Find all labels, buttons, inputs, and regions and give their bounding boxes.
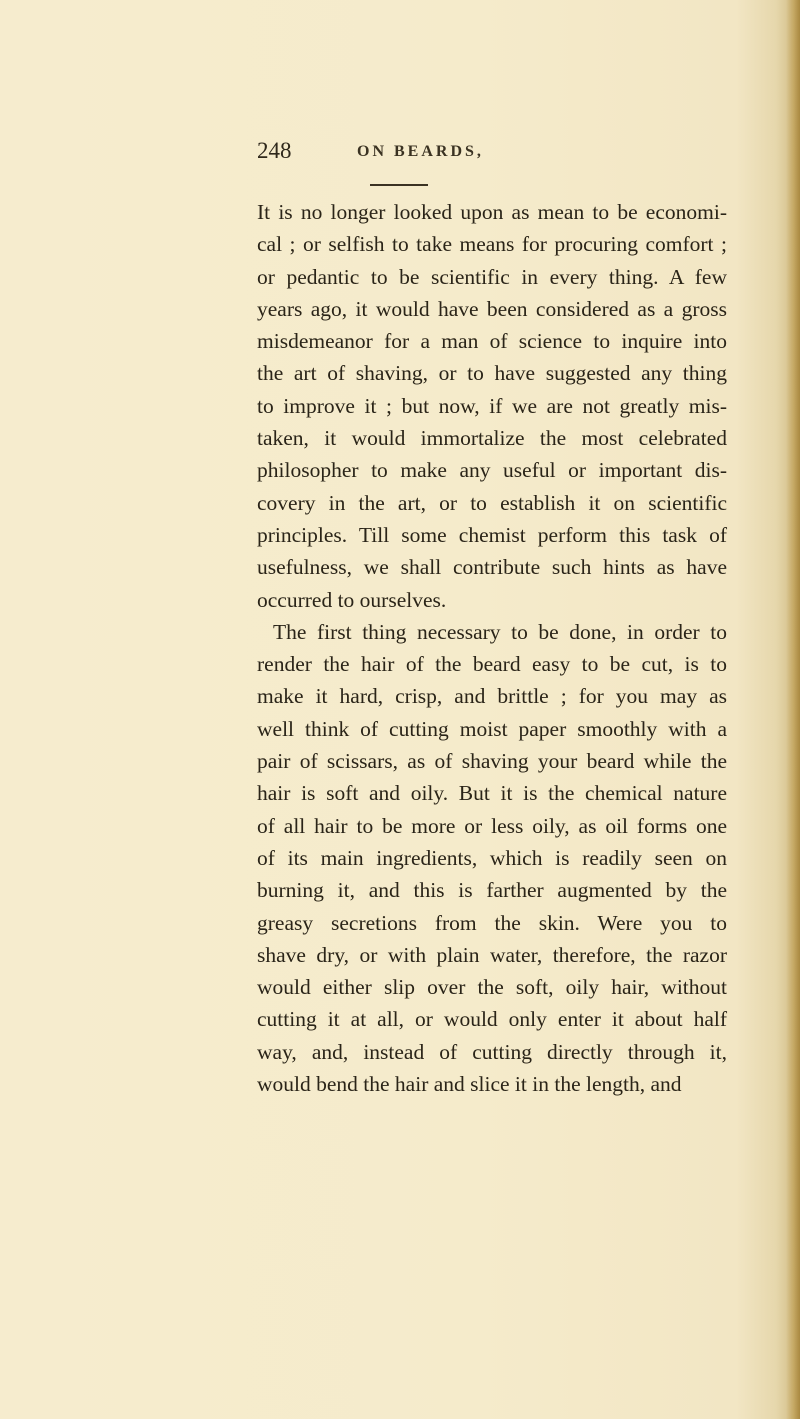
body-text [257, 196, 727, 1100]
running-head: ON BEARDS, [357, 143, 484, 160]
text-line: to improve it ; but now, if we are not greatly mis- [257, 393, 727, 418]
text-line: pair of scissars, as of shaving your beard while the [257, 749, 727, 774]
text-line: It is no longer looked upon as mean to be economi- [257, 200, 727, 224]
text-line: would either slip over the soft, oily hair, without [257, 975, 727, 1000]
text-line: cutting it at all, or would only enter it about half [257, 1007, 727, 1032]
paragraph-2 [257, 616, 727, 1100]
text-line: shave dry, or with plain water, therefore, the razor [257, 942, 727, 967]
text-line: misdemeanor for a man of science to inquire into [257, 329, 727, 354]
text-line: well think of cutting moist paper smoothly with a [257, 716, 727, 741]
text-line: hair is soft and oily. But it is the chemical nature [257, 781, 727, 806]
text-line: years ago, it would have been considered as a gross [257, 296, 727, 321]
page-edge-shadow [786, 0, 800, 1419]
text-line: of all hair to be more or less oily, as oil forms one [257, 813, 727, 838]
text-line: principles. Till some chemist perform this task of [257, 522, 727, 547]
text-line: would bend the hair and slice it in the length, and [257, 1072, 682, 1097]
text-line: render the hair of the beard easy to be cut, is to [257, 652, 727, 677]
text-line: cal ; or selfish to take means for procuring comfort ; [257, 232, 727, 257]
text-line: way, and, instead of cutting directly through it, [257, 1039, 727, 1064]
text-line: covery in the art, or to establish it on scientific [257, 490, 727, 515]
text-line: or pedantic to be scientific in every thing. A few [257, 264, 727, 289]
text-line: occurred to ourselves. [257, 587, 447, 612]
text-line: philosopher to make any useful or important dis- [257, 458, 727, 483]
text-line: make it hard, crisp, and brittle ; for you may as [257, 684, 727, 709]
page-header [257, 138, 727, 178]
text-line: taken, it would immortalize the most celebrated [257, 426, 727, 451]
header-rule [370, 184, 428, 186]
paragraph-1 [257, 196, 727, 616]
page-number: 248 [257, 138, 292, 163]
text-line: of its main ingredients, which is readily seen on [257, 845, 727, 870]
text-line: usefulness, we shall contribute such hints as have [257, 555, 727, 580]
text-line: burning it, and this is farther augmented by the [257, 878, 727, 903]
text-line: the art of shaving, or to have suggested any thing [257, 361, 727, 386]
text-line: greasy secretions from the skin. Were you to [257, 910, 727, 935]
text-line: The first thing necessary to be done, in order to [273, 619, 727, 644]
